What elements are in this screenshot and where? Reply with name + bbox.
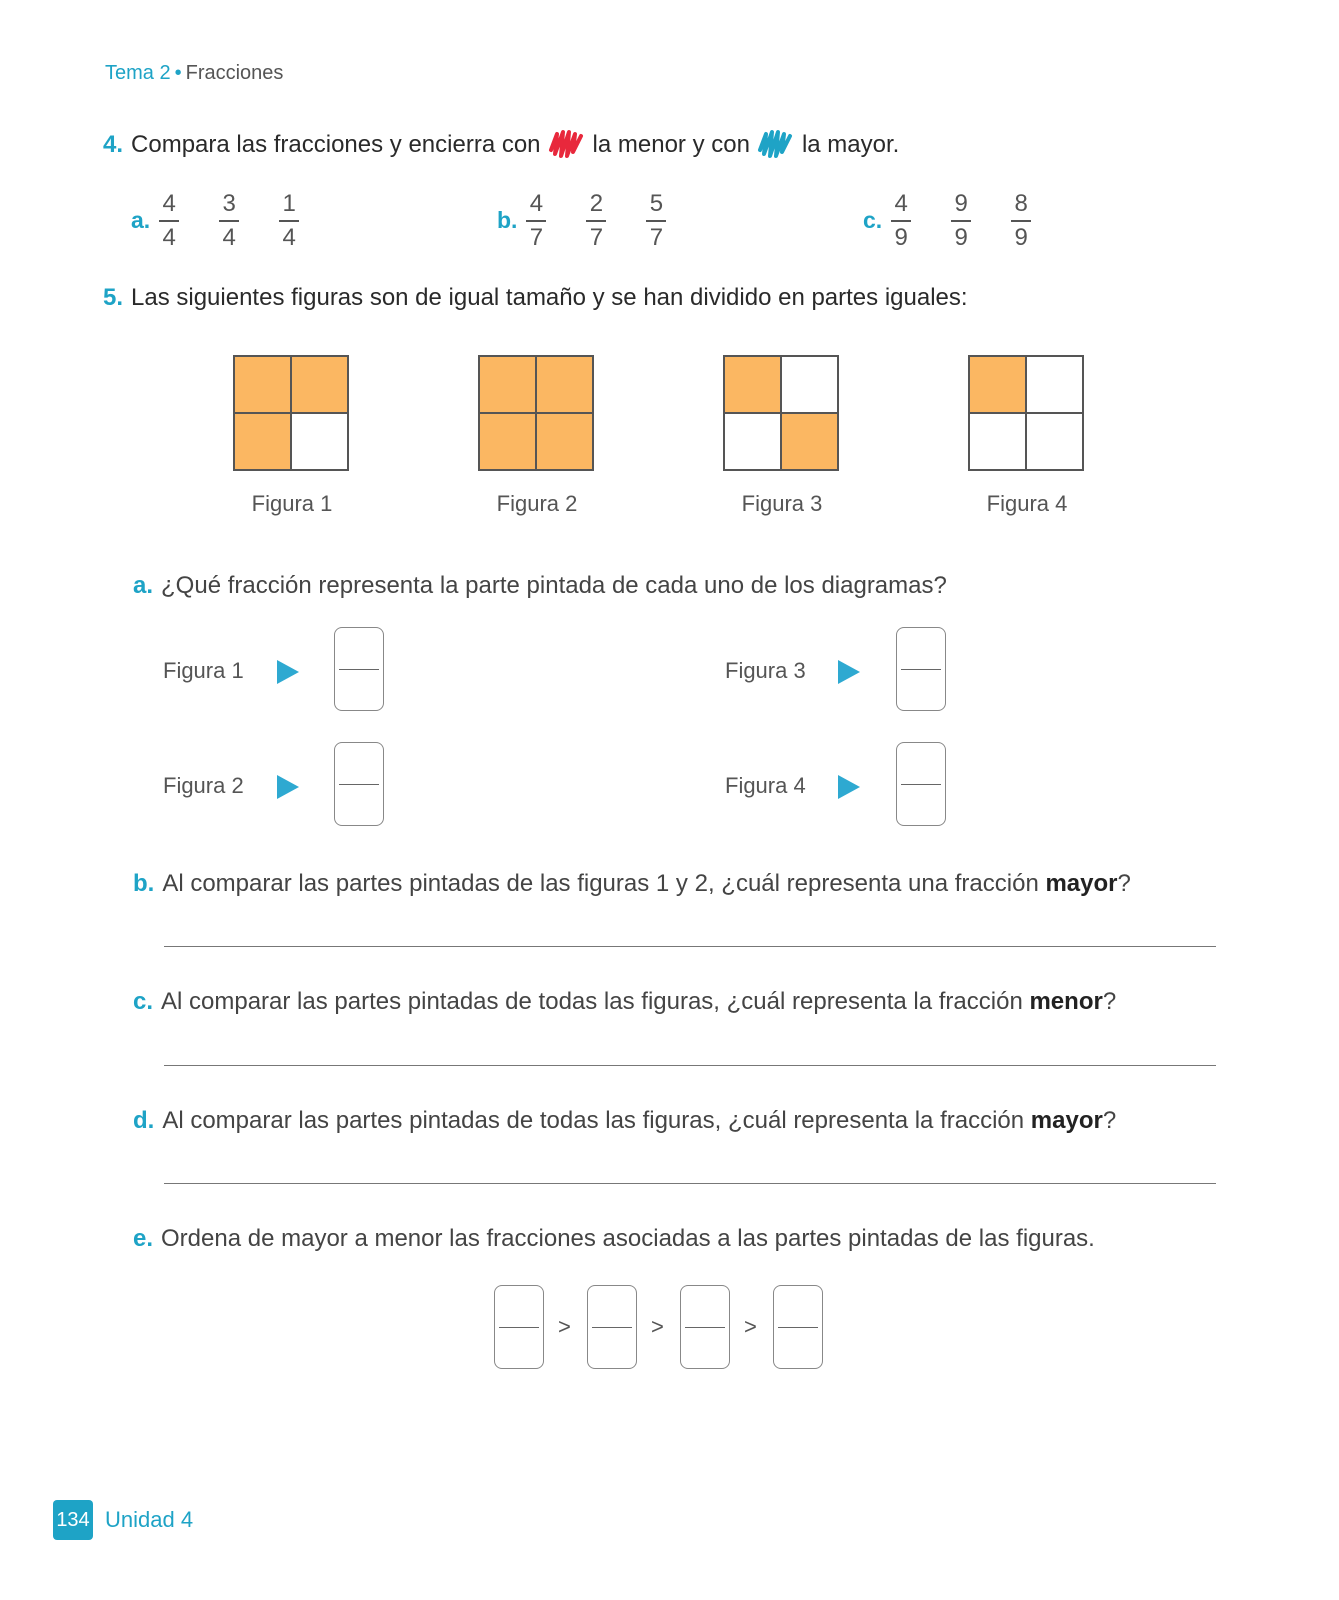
breadcrumb-separator: • — [174, 62, 182, 84]
grid-cell — [969, 356, 1026, 413]
fraction-bar — [646, 220, 666, 222]
red-crayon-scribble-icon — [547, 128, 587, 162]
fraction-bar — [778, 1327, 818, 1328]
fraction — [950, 190, 972, 252]
answer-row-label: Figura 2 — [163, 773, 244, 798]
question-5-title — [103, 284, 968, 312]
grid-cell — [234, 356, 291, 413]
fraction-bar — [592, 1327, 632, 1328]
play-arrow-icon — [277, 775, 299, 799]
denominator: 7 — [529, 223, 544, 251]
numerator: 1 — [282, 190, 296, 217]
question-text: ¿Qué fracción representa la parte pintada de cada uno de los diagramas? — [161, 572, 947, 599]
fraction — [890, 190, 912, 252]
question-5b — [133, 870, 1131, 898]
fraction-answer-box[interactable] — [896, 627, 946, 711]
fraction — [218, 190, 240, 252]
fraction-bar — [1011, 220, 1031, 222]
grid-cell — [781, 356, 838, 413]
question-4-title — [103, 128, 899, 162]
question-mark: ? — [1117, 870, 1131, 897]
question-mark: ? — [1102, 988, 1117, 1015]
page-number-badge: 134 — [53, 1500, 93, 1540]
play-arrow-icon — [277, 660, 299, 684]
grid-cell — [291, 356, 348, 413]
figure-label: Figura 3 — [741, 491, 823, 516]
numerator: 9 — [954, 190, 968, 217]
fraction-bar — [685, 1327, 725, 1328]
question-text-part: la menor y con — [592, 131, 750, 158]
fraction-answer-box[interactable] — [773, 1285, 823, 1369]
denominator: 4 — [282, 223, 296, 251]
numerator: 8 — [1014, 190, 1028, 217]
fraction-answer-box[interactable] — [587, 1285, 637, 1369]
question-5c — [133, 988, 1116, 1016]
denominator: 4 — [222, 223, 236, 251]
fraction — [278, 190, 300, 252]
numerator: 3 — [222, 190, 236, 217]
fraction-bar — [901, 784, 941, 785]
square-grid — [478, 355, 594, 471]
denominator: 7 — [589, 223, 604, 251]
denominator: 7 — [649, 223, 664, 251]
item-letter: d. — [133, 1107, 155, 1134]
fraction-bar — [901, 669, 941, 670]
question-5a — [133, 572, 947, 600]
denominator: 4 — [162, 223, 176, 251]
question-text: Ordena de mayor a menor las fracciones asociadas a las partes pintadas de las figuras. — [161, 1225, 1095, 1252]
fraction-bar — [526, 220, 546, 222]
figure-label: Figura 1 — [251, 491, 333, 516]
item-letter: a. — [131, 207, 151, 234]
square-grid — [723, 355, 839, 471]
denominator: 9 — [1014, 223, 1028, 251]
greater-than-sign: > — [558, 1314, 571, 1339]
grid-cell — [724, 413, 781, 470]
question-number: 5. — [103, 284, 124, 311]
question-5e — [133, 1225, 1095, 1253]
fraction-answer-box[interactable] — [896, 742, 946, 826]
unit-label: Unidad 4 — [105, 1507, 194, 1532]
question-text: Al comparar las partes pintadas de todas las figuras, ¿cuál representa la fracción — [162, 1107, 1031, 1134]
question-text: Al comparar las partes pintadas de todas las figuras, ¿cuál representa la fracción — [161, 988, 1030, 1015]
fraction-bar — [279, 220, 299, 222]
item-letter: a. — [133, 572, 154, 599]
fraction-bar — [951, 220, 971, 222]
fraction-group-c — [863, 190, 1070, 252]
grid-cell — [479, 413, 536, 470]
figure-4 — [968, 355, 1086, 516]
numerator: 4 — [894, 190, 908, 217]
answer-row-label: Figura 4 — [725, 773, 806, 798]
square-grid — [233, 355, 349, 471]
grid-cell — [291, 413, 348, 470]
item-letter: b. — [497, 207, 518, 234]
fraction-answer-box[interactable] — [494, 1285, 544, 1369]
blue-crayon-scribble-icon — [756, 128, 796, 162]
grid-cell — [724, 356, 781, 413]
fraction-answer-box[interactable] — [334, 742, 384, 826]
question-text-part: la mayor. — [801, 131, 900, 158]
grid-cell — [234, 413, 291, 470]
grid-cell — [781, 413, 838, 470]
denominator: 9 — [954, 223, 968, 251]
topic-label: Tema 2 — [105, 62, 171, 84]
question-mark: ? — [1102, 1107, 1117, 1134]
grid-cell — [479, 356, 536, 413]
question-text: Al comparar las partes pintadas de las figuras 1 y 2, ¿cuál representa una fracción — [162, 870, 1046, 897]
figure-label: Figura 4 — [986, 491, 1068, 516]
greater-than-sign: > — [744, 1314, 757, 1339]
fraction — [585, 190, 607, 252]
answer-line[interactable] — [164, 1183, 1216, 1184]
emphasis-word: menor — [1029, 988, 1103, 1015]
grid-cell — [536, 356, 593, 413]
numerator: 4 — [162, 190, 176, 217]
question-number: 4. — [103, 131, 124, 158]
emphasis-word: mayor — [1030, 1107, 1103, 1134]
fraction — [1010, 190, 1032, 252]
fraction-answer-box[interactable] — [680, 1285, 730, 1369]
denominator: 9 — [894, 223, 908, 251]
answer-line[interactable] — [164, 1065, 1216, 1066]
fraction-bar — [219, 220, 239, 222]
item-letter: c. — [863, 207, 883, 234]
answer-row-label: Figura 1 — [163, 658, 244, 683]
greater-than-sign: > — [651, 1314, 664, 1339]
fraction-bar — [586, 220, 606, 222]
fraction-bar — [159, 220, 179, 222]
figure-2 — [478, 355, 596, 516]
figure-1 — [233, 355, 351, 516]
grid-cell — [969, 413, 1026, 470]
grid-cell — [536, 413, 593, 470]
breadcrumb — [105, 62, 283, 85]
numerator: 4 — [529, 190, 544, 217]
square-grid — [968, 355, 1084, 471]
item-letter: c. — [133, 988, 154, 1015]
item-letter: b. — [133, 870, 155, 897]
answer-line[interactable] — [164, 946, 1216, 947]
numerator: 5 — [649, 190, 664, 217]
play-arrow-icon — [838, 660, 860, 684]
emphasis-word: mayor — [1045, 870, 1118, 897]
question-text: Las siguientes figuras son de igual tamaño y se han dividido en partes iguales: — [131, 284, 968, 311]
fraction-answer-box[interactable] — [334, 627, 384, 711]
fraction — [645, 190, 667, 252]
figure-3 — [723, 355, 841, 516]
fraction-bar — [339, 669, 379, 670]
numerator: 2 — [589, 190, 604, 217]
grid-cell — [1026, 413, 1083, 470]
fraction-group-b — [497, 190, 705, 252]
question-5d — [133, 1107, 1116, 1135]
play-arrow-icon — [838, 775, 860, 799]
fraction — [525, 190, 547, 252]
fraction-bar — [891, 220, 911, 222]
fraction-bar — [499, 1327, 539, 1328]
question-text-part: Compara las fracciones y encierra con — [131, 131, 541, 158]
fraction-group-a — [131, 190, 338, 252]
item-letter: e. — [133, 1225, 154, 1252]
fraction-bar — [339, 784, 379, 785]
subtopic-label: Fracciones — [185, 62, 284, 84]
fraction — [158, 190, 180, 252]
figure-label: Figura 2 — [496, 491, 578, 516]
answer-row-label: Figura 3 — [725, 658, 806, 683]
grid-cell — [1026, 356, 1083, 413]
